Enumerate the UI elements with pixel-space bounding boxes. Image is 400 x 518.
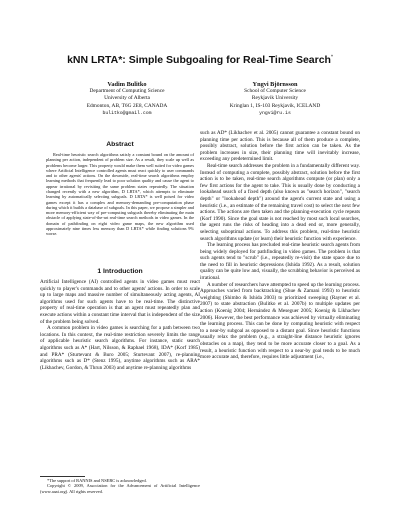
author-email: yngvi@ru.is: [259, 110, 291, 116]
abstract-text: [46, 152, 194, 237]
author-block-1: [42, 81, 212, 117]
footnote-copyright: Copyright © 2009, Association for the Advancement of Artificial Intelligence (www.aaai.org). All rights reserved.: [40, 483, 200, 494]
right-paragraph-4: A number of researchers have attempted to speed up the learning process. Approaches varied from backtracking (Shue & Zamani 1993) to heuristic weighting (Shimbo & Ishida 2003) to prioritized sweeping (Rayner et al. 2007) to state abstraction (Bulitko et al. 2007b) to multiple updates per action (Koenig 2004; Hernández & Meseguer 2005; Koenig & Likhachev 2006). However, the best performance was achieved by virtually eliminating the learning process. This can be done by computing heuristic with respect to a near-by subgoal as opposed to a distant goal. Since heuristic functions usually relax the problem (e.g., a straight-line distance heuristic ignores obstacles on a map), they tend to be more accurate closer to a goal. As a result, a heuristic function with respect to a near-by goal tends to be much more accurate and, therefore, requires little adjustment (i.e.,: [200, 281, 360, 361]
author-block-2: [190, 81, 360, 117]
title-text: kNN LRTA*: Simple Subgoaling for Real-Time Search: [67, 54, 331, 66]
author-institution: University of Alberta: [104, 95, 150, 102]
right-paragraph-2: Real-time search addresses the problem in a fundamentally different way. Instead of computing a complete, possibly abstract, solution before the first action is to be taken, real-time search algorithms compute (or plan) only a few first actions for the agent to take. This is usually done by conducting a lookahead search of a fixed depth (also known as "search horizon", "search depth" or "lookahead depth") around the agent's current state and using a heuristic (i.e., an estimate of the remaining travel cost) to select the next few actions. The actions are then taken and the planning-execution cycle repeats (Korf 1990). Since the goal state is not reached by most such local searches, the agent runs the risks of heading into a dead end or, more generally, selecting suboptimal actions. To address this problem, real-time heuristic search algorithms update (or learn) their heuristic function with experience.: [200, 162, 360, 242]
title-footnote-mark: *: [330, 54, 333, 61]
footnote-divider: [40, 476, 85, 477]
author-email: bulitko@gmail.com: [102, 110, 152, 116]
intro-paragraph-2: A common problem in video games is searching for a path between two locations. In this context, the real-time restriction severely limits the range of applicable heuristic search algorithms. For instance, static search algorithms such as A* (Hart, Nilsson, & Raphael 1968), IDA* (Korf 1985) and PRA* (Sturtevant & Buro 2005; Sturtevant 2007), re-planning algorithms such as D* (Stenz 1995), anytime algorithms such as ARA* (Likhachev, Gordon, & Thrun 2003) and anytime re-planning algorithms: [40, 325, 200, 371]
section-heading-introduction: 1 Introduction: [97, 268, 143, 275]
right-column: [200, 130, 360, 361]
right-paragraph-3: The learning process has precluded real-time heuristic search agents from being widely deployed for pathfinding in video games. The problem is that such agents tend to "scrub" (i.e., repeatedly re-visit) the state space due to the need to fill in heuristic depressions (Ishida 1992). As a result, solution quality can be quite low and, visually, the scrubbing behavior is perceived as irrational.: [200, 242, 360, 282]
intro-paragraph-1: Artificial Intelligence (AI) controlled agents in video games must react quickly to player's commands and to other agents' actions. In order to scale up to large maps and massive number of simultaneously acting agents, AI algorithms used for such agents have to be real-time. The distinctive property of real-time operation is that an agent must repeatedly plan and execute actions within a constant time interval that is independent of the size of the problem being solved.: [40, 279, 200, 325]
paper-title: [0, 54, 400, 66]
introduction-left-column: [40, 279, 200, 371]
abstract-paragraph: Real-time heuristic search algorithms satisfy a constant bound on the amount of planning per action, independent of problem size. As a result, they scale up well as problems become larger. This property would make them well suited for video games where Artificial Intelligence controlled agents must react quickly to user commands and to other agents' actions. On the downside, real-time search algorithms employ learning methods that frequently lead to poor solution quality and cause the agent to appear irrational by revisiting the same problem states repeatedly. The situation changed recently with a new algorithm, D LRTA*, which attempts to eliminate learning by automatically selecting subgoals. D LRTA* is well poised for video games except it has a complex and memory-demanding pre-computation phase during which it builds a database of subgoals. In this paper, we propose a simpler and more memory-efficient way of pre-computing subgoals thereby eliminating the main obstacle of applying state-of-the-art real-time search methods in video games. In the domain of pathfinding on eight video game maps, the new algorithm used approximately nine times less memory than D LRTA* while finding solutions 9% worse.: [46, 152, 194, 237]
author-address: Kringlan 1, IS-103 Reykjavik, ICELAND: [229, 102, 321, 109]
author-institution: Reykjavik University: [251, 95, 299, 102]
footnote-support: *The support of RANNIS and NSERC is acknowledged.: [47, 478, 147, 483]
author-address: Edmonton, AB, T6G 2E8, CANADA: [86, 102, 168, 109]
footnotes: [40, 478, 200, 494]
right-paragraph-1: such as AD* (Likhachev et al. 2005) cannot guarantee a constant bound on planning time per action. This is because all of them produce a complete, possibly abstract, solution before the first action can be taken. As the problem increases in size, their planning time will inevitably increase, exceeding any predetermined limit.: [200, 130, 360, 163]
author-affiliation: Department of Computing Science: [89, 88, 165, 95]
author-name: Yngvi Björnsson: [252, 81, 298, 88]
abstract-heading: Abstract: [106, 141, 134, 148]
author-affiliation: School of Computer Science: [244, 88, 306, 95]
author-name: Vadim Bulitko: [107, 81, 147, 88]
